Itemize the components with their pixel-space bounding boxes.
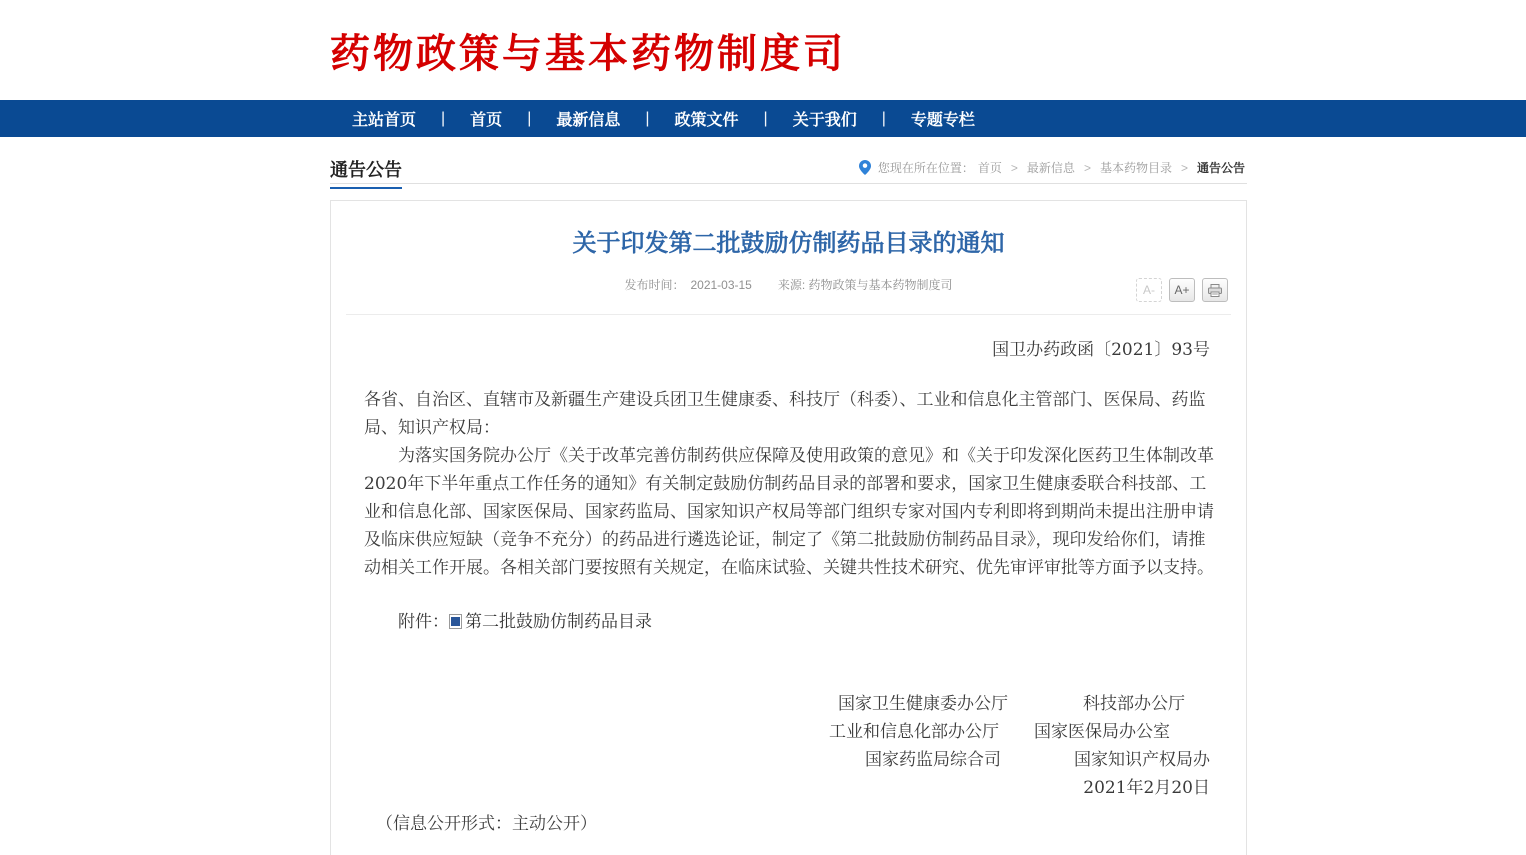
main-nav	[0, 100, 1526, 137]
article-body	[364, 386, 1220, 582]
breadcrumb-row	[330, 150, 1247, 184]
signature-block	[331, 690, 1220, 802]
attachment-link[interactable]: 第二批鼓励仿制药品目录	[465, 612, 652, 632]
breadcrumb-separator: >	[1180, 160, 1188, 175]
attachment-line	[364, 608, 1220, 636]
breadcrumb-item-latest-news[interactable]: 最新信息	[1026, 161, 1075, 175]
breadcrumb-item-current: 通告公告	[1196, 161, 1245, 175]
publish-time-label: 发布时间：	[624, 278, 685, 292]
signature-row	[331, 746, 1220, 774]
nav-item-about-us[interactable]: 关于我们	[792, 112, 857, 129]
signature-org: 国家医保局办公室	[1034, 722, 1170, 742]
publish-date: 2021-03-15	[690, 278, 752, 292]
breadcrumb-item-essential-drug-list[interactable]: 基本药物目录	[1099, 161, 1172, 175]
signature-gap	[1008, 690, 1083, 718]
breadcrumb	[859, 159, 1245, 176]
font-larger-button[interactable]: A+	[1169, 278, 1195, 302]
signature-org: 科技部办公厅	[1083, 694, 1185, 714]
body-paragraph: 为落实国务院办公厅《关于改革完善仿制药供应保障及使用政策的意见》和《关于印发深化医药卫生体制改革2020年下半年重点工作任务的通知》有关制定鼓励仿制药品目录的部署和要求，国家卫生健康委联合科技部、工业和信息化部、国家医保局、国家药监局、国家知识产权局等部门组织专家对国内专利即将到期尚未提出注册申请及临床供应短缺（竞争不充分）的药品进行遴选论证，制定了《第二批鼓励仿制药品目录》，现印发给你们，请推动相关工作开展。各相关部门要按照有关规定，在临床试验、关键共性技术研究、优先审评审批等方面予以支持。	[364, 446, 1214, 578]
nav-separator: |	[441, 109, 446, 127]
nav-item-main-home[interactable]: 主站首页	[352, 112, 417, 129]
nav-item-latest-news[interactable]: 最新信息	[556, 112, 621, 129]
signature-row	[331, 718, 1220, 746]
article-title: 关于印发第二批鼓励仿制药品目录的通知	[572, 230, 1005, 257]
section-title: 通告公告	[330, 156, 402, 189]
signature-org: 工业和信息化部办公厅	[829, 722, 999, 742]
location-pin-icon	[859, 160, 871, 175]
signature-org: 国家知识产权局办	[1074, 750, 1210, 770]
document-number: 国卫办药政函〔2021〕93号	[992, 340, 1210, 360]
printer-icon	[1208, 284, 1222, 297]
article-box	[330, 200, 1247, 855]
disclosure-note: （信息公开形式：主动公开）	[376, 814, 597, 834]
print-button[interactable]	[1202, 278, 1228, 302]
salutation-paragraph: 各省、自治区、直辖市及新疆生产建设兵团卫生健康委、科技厅（科委）、工业和信息化主管部门、医保局、药监局、知识产权局：	[364, 390, 1206, 438]
attachment-label: 附件：	[398, 612, 449, 632]
signature-org: 国家卫生健康委办公厅	[838, 694, 1008, 714]
nav-separator: |	[527, 109, 532, 127]
breadcrumb-separator: >	[1010, 160, 1018, 175]
font-smaller-button[interactable]: A-	[1136, 278, 1162, 302]
nav-items	[352, 100, 1526, 137]
site-header	[0, 0, 1526, 100]
nav-item-policy-documents[interactable]: 政策文件	[674, 112, 739, 129]
article-meta	[331, 276, 1246, 306]
breadcrumb-item-home[interactable]: 首页	[977, 161, 1002, 175]
meta-divider	[346, 314, 1231, 315]
nav-separator: |	[881, 109, 886, 127]
source-label: 来源: 药物政策与基本药物制度司	[777, 278, 953, 292]
signature-date: 2021年2月20日	[1083, 778, 1210, 798]
breadcrumb-label: 您现在所在位置：	[877, 161, 974, 175]
signature-gap	[1001, 746, 1074, 774]
article-toolbar	[1136, 278, 1228, 302]
breadcrumb-separator: >	[1083, 160, 1091, 175]
nav-separator: |	[763, 109, 768, 127]
site-title: 药物政策与基本药物制度司	[330, 32, 846, 76]
nav-item-home[interactable]: 首页	[470, 112, 503, 129]
word-doc-icon	[449, 614, 462, 629]
signature-gap	[999, 718, 1034, 746]
signature-row	[331, 690, 1220, 718]
nav-separator: |	[645, 109, 650, 127]
signature-org: 国家药监局综合司	[865, 750, 1001, 770]
nav-item-special-topics[interactable]: 专题专栏	[910, 112, 975, 129]
